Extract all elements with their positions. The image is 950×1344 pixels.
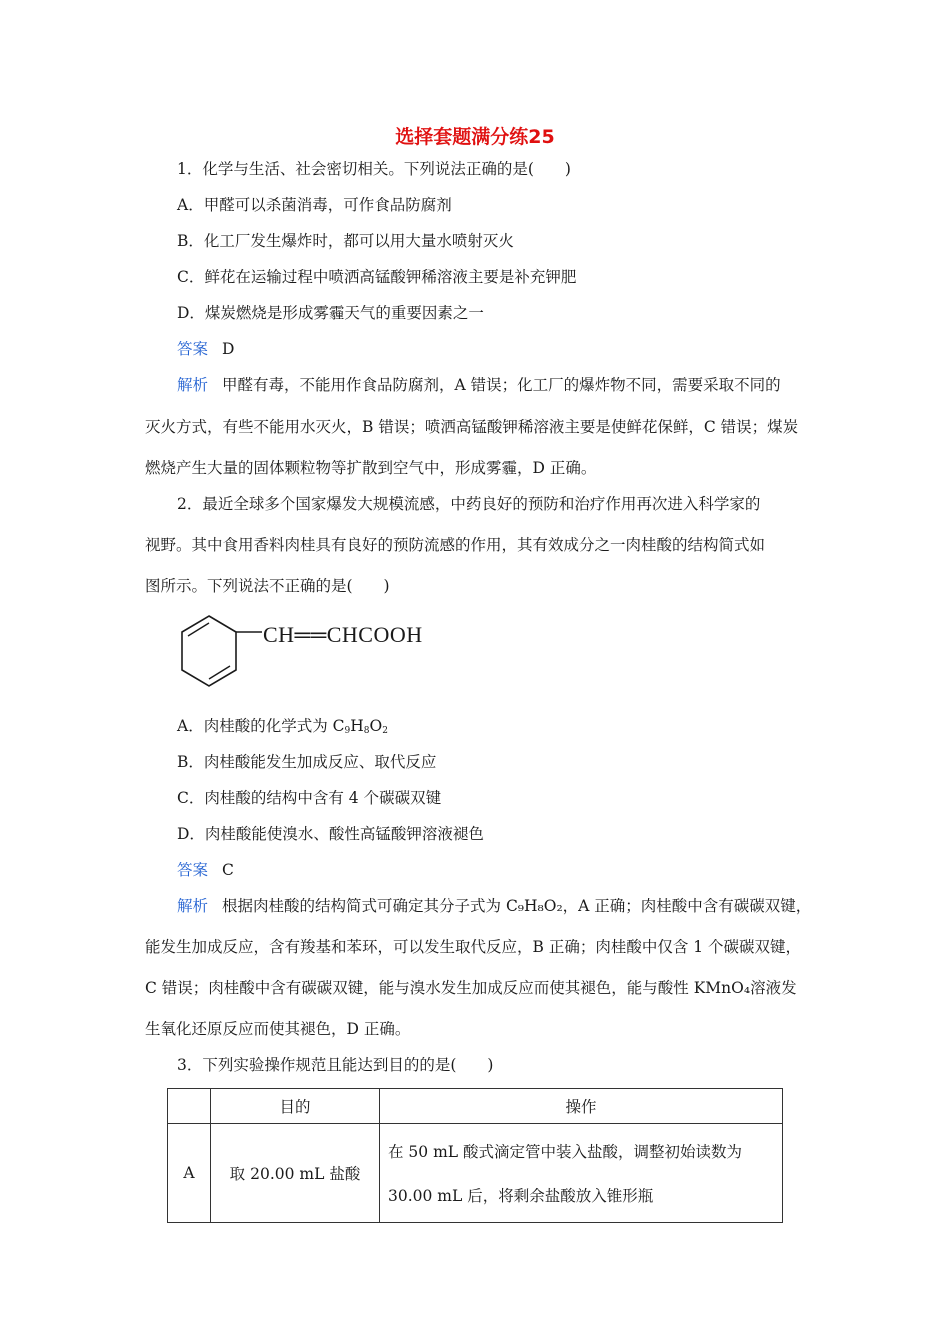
q2-analysis-line-1 bbox=[177, 896, 847, 916]
element-o: O bbox=[369, 717, 383, 735]
q2-option-d: D．肉桂酸能使溴水、酸性高锰酸钾溶液褪色 bbox=[177, 825, 484, 843]
subscript: 8 bbox=[363, 726, 370, 736]
q1-option-b: B．化工厂发生爆炸时，都可以用大量水喷射灭火 bbox=[177, 232, 514, 250]
header-cell-empty bbox=[168, 1089, 211, 1124]
q2-answer bbox=[177, 860, 847, 880]
header-cell-operation: 操作 bbox=[380, 1089, 783, 1124]
q3-stem: 3．下列实验操作规范且能达到目的的是( ) bbox=[177, 1056, 494, 1074]
subscript: 2 bbox=[382, 726, 388, 736]
row-purpose: 取 20.00 mL 盐酸 bbox=[211, 1124, 380, 1223]
element-h: H bbox=[350, 717, 364, 735]
structural-formula: CH══CHCOOH bbox=[263, 622, 423, 647]
q1-answer bbox=[177, 339, 847, 359]
page-title: 选择套题满分练25 bbox=[395, 126, 555, 148]
answer-value: C bbox=[222, 861, 234, 879]
experiment-table bbox=[167, 1088, 783, 1223]
q2-stem-line-1: 2．最近全球多个国家爆发大规模流感，中药良好的预防和治疗作用再次进入科学家的 bbox=[177, 495, 761, 513]
analysis-text: 根据肉桂酸的结构简式可确定其分子式为 C₉H₈O₂，A 正确；肉桂酸中含有碳碳双键， bbox=[222, 897, 812, 915]
q1-stem: 1．化学与生活、社会密切相关。下列说法正确的是( ) bbox=[177, 160, 571, 178]
header-cell-purpose: 目的 bbox=[211, 1089, 380, 1124]
operation-line-1: 在 50 mL 酸式滴定管中装入盐酸，调整初始读数为 bbox=[388, 1143, 742, 1161]
answer-label: 答案 bbox=[177, 340, 209, 358]
q2-analysis-line-2: 能发生加成反应，含有羧基和苯环，可以发生取代反应，B 正确；肉桂酸中仅含 1 个碳碳双键， bbox=[145, 938, 802, 956]
analysis-label: 解析 bbox=[177, 897, 209, 915]
q1-option-c: C．鲜花在运输过程中喷洒高锰酸钾稀溶液主要是补充钾肥 bbox=[177, 268, 577, 286]
row-operation bbox=[380, 1124, 783, 1223]
q1-analysis-line-3: 燃烧产生大量的固体颗粒物等扩散到空气中，形成雾霾，D 正确。 bbox=[145, 459, 597, 477]
answer-value: D bbox=[222, 340, 235, 358]
q2-analysis-line-4: 生氧化还原反应而使其褪色，D 正确。 bbox=[145, 1020, 411, 1038]
table-header-row bbox=[168, 1089, 783, 1124]
answer-label: 答案 bbox=[177, 861, 209, 879]
q2-option-c: C．肉桂酸的结构中含有 4 个碳碳双键 bbox=[177, 789, 442, 807]
table-row bbox=[168, 1124, 783, 1223]
analysis-label: 解析 bbox=[177, 376, 209, 394]
row-label: A bbox=[168, 1124, 211, 1223]
formula-prefix: A．肉桂酸的化学式为 C bbox=[177, 717, 345, 735]
subscript: 9 bbox=[344, 726, 351, 736]
q2-stem-line-2: 视野。其中食用香料肉桂具有良好的预防流感的作用，其有效成分之一肉桂酸的结构简式如 bbox=[145, 536, 766, 554]
q1-analysis-line-2: 灭火方式，有些不能用水灭火，B 错误；喷洒高锰酸钾稀溶液主要是使鲜花保鲜，C 错误；煤炭 bbox=[145, 418, 799, 436]
q1-analysis-line-1 bbox=[177, 375, 847, 395]
q2-analysis-line-3: C 错误；肉桂酸中含有碳碳双键，能与溴水发生加成反应而使其褪色，能与酸性 KMnO₄溶液发 bbox=[145, 979, 797, 997]
q1-option-d: D．煤炭燃烧是形成雾霾天气的重要因素之一 bbox=[177, 304, 484, 322]
analysis-text: 甲醛有毒，不能用作食品防腐剂，A 错误；化工厂的爆炸物不同，需要采取不同的 bbox=[222, 376, 781, 394]
q2-option-a bbox=[177, 716, 847, 741]
operation-line-2: 30.00 mL 后，将剩余盐酸放入锥形瓶 bbox=[388, 1187, 654, 1205]
q1-option-a: A．甲醛可以杀菌消毒，可作食品防腐剂 bbox=[177, 196, 452, 214]
q2-stem-line-3: 图所示。下列说法不正确的是( ) bbox=[145, 577, 390, 595]
q2-option-b: B．肉桂酸能发生加成反应、取代反应 bbox=[177, 753, 437, 771]
